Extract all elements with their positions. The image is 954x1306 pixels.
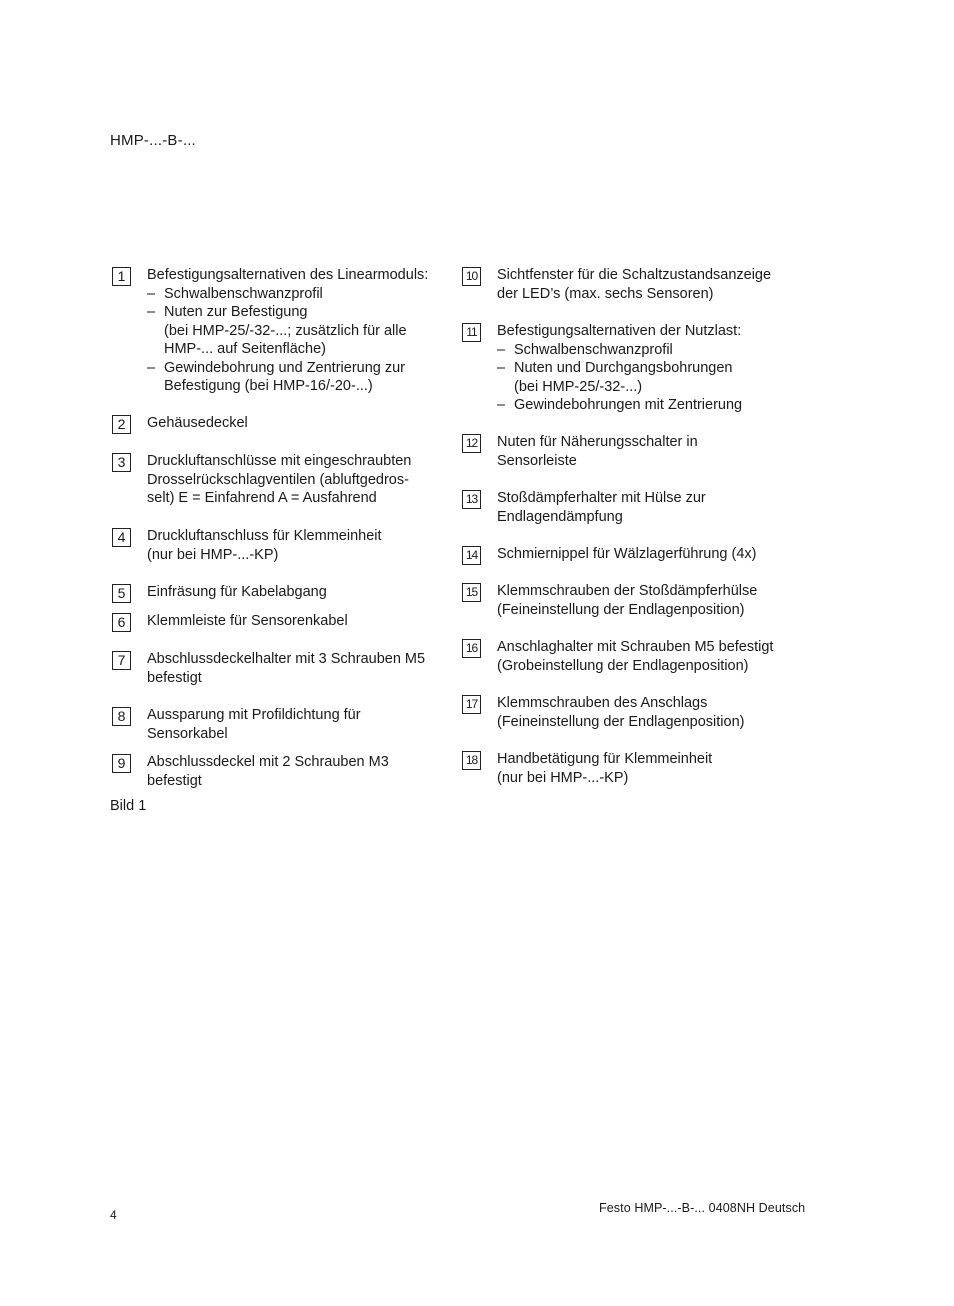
legend-item-8 [112, 706, 447, 743]
legend-line: befestigt [147, 772, 202, 789]
page-number: 4 [110, 1208, 117, 1222]
legend-subitem-line: HMP-... auf Seitenfläche) [164, 341, 326, 357]
legend-item-10 [462, 266, 807, 303]
legend-number-box: 10 [462, 267, 481, 286]
legend-line: Klemmschrauben der Stoßdämpferhülse [497, 583, 758, 599]
legend-number-box: 6 [112, 613, 131, 632]
legend-line: Abschlussdeckel mit 2 Schrauben M3 [147, 754, 389, 770]
legend-line: Gehäusedeckel [147, 415, 248, 431]
dash-bullet: – [497, 341, 506, 358]
dash-bullet: – [147, 359, 156, 376]
legend-line: Handbetätigung für Klemmeinheit [497, 751, 713, 767]
legend-item-13 [462, 489, 807, 526]
legend-line: (nur bei HMP-...-KP) [497, 769, 629, 786]
legend-item-text [497, 433, 807, 470]
legend-subitem [497, 396, 807, 415]
legend-line: Druckluftanschlüsse mit eingeschraubten [147, 453, 412, 469]
legend-line: Befestigungsalternativen der Nutzlast: [497, 323, 742, 339]
legend-line: (nur bei HMP-...-KP) [147, 546, 279, 563]
legend-item-11 [462, 322, 807, 415]
figure-caption: Bild 1 [110, 798, 147, 814]
legend-sublist [497, 341, 807, 415]
dash-bullet: – [147, 285, 156, 302]
legend-number-box: 14 [462, 546, 481, 565]
legend-line: Druckluftanschluss für Klemmeinheit [147, 528, 382, 544]
legend-subitem-line: Nuten zur Befestigung [164, 304, 308, 320]
legend-item-text [497, 750, 807, 787]
legend-item-text [497, 694, 807, 731]
legend-sublist [147, 285, 447, 396]
legend-subitem [497, 341, 807, 360]
legend-item-text [497, 638, 807, 675]
legend-item-text [497, 266, 807, 303]
legend-subitem [497, 359, 807, 396]
legend-item-7 [112, 650, 447, 687]
legend-item-text [147, 706, 447, 743]
legend-number-box: 15 [462, 583, 481, 602]
legend-line: (Feineinstellung der Endlagenposition) [497, 601, 745, 618]
legend-subitem-line: Nuten und Durchgangsbohrungen [514, 360, 733, 376]
legend-item-3 [112, 452, 447, 508]
legend-line: Schmiernippel für Wälzlagerführung (4x) [497, 546, 757, 562]
legend-number-box: 9 [112, 754, 131, 773]
legend-line: Drosselrückschlagventilen (abluftgedros- [147, 471, 409, 488]
legend-line: (Grobeinstellung der Endlagenposition) [497, 657, 749, 674]
legend-number-box: 16 [462, 639, 481, 658]
legend-line: Einfräsung für Kabelabgang [147, 584, 327, 600]
legend-subitem [147, 359, 447, 396]
legend-subitem-line: Gewindebohrungen mit Zentrierung [514, 397, 743, 413]
legend-item-17 [462, 694, 807, 731]
legend-item-text [147, 612, 447, 631]
dash-bullet: – [497, 360, 506, 376]
legend-item-16 [462, 638, 807, 675]
legend-item-1 [112, 266, 447, 396]
legend-item-15 [462, 582, 807, 619]
legend-subitem-line: Gewindebohrung und Zentrierung zur [164, 359, 406, 376]
legend-line: befestigt [147, 669, 202, 686]
legend-line: der LED’s (max. sechs Sensoren) [497, 285, 714, 302]
legend-line: Klemmleiste für Sensorenkabel [147, 613, 348, 629]
legend-item-6 [112, 612, 447, 632]
legend-item-5 [112, 583, 447, 603]
legend-item-14 [462, 545, 807, 565]
page-heading: HMP-...-B-... [110, 132, 196, 149]
legend-line: Aussparung mit Profildichtung für [147, 707, 361, 723]
legend-subitem-line: Schwalbenschwanzprofil [164, 285, 323, 302]
legend-line: Endlagendämpfung [497, 508, 623, 525]
legend-subitem-line: Schwalbenschwanzprofil [514, 341, 673, 358]
legend-number-box: 18 [462, 751, 481, 770]
legend-line: Sichtfenster für die Schaltzustandsanzeige [497, 267, 772, 283]
legend-subitem-line: (bei HMP-25/-32-...) [514, 378, 643, 395]
legend-item-text [147, 753, 447, 790]
legend-subitem [147, 285, 447, 304]
legend-item-text [147, 527, 447, 564]
legend-number-box: 2 [112, 415, 131, 434]
legend-number-box: 1 [112, 267, 131, 286]
legend-number-box: 7 [112, 651, 131, 670]
legend-number-box: 8 [112, 707, 131, 726]
legend-item-text [147, 650, 447, 687]
legend-item-text [147, 414, 447, 433]
dash-bullet: – [497, 397, 506, 413]
legend-item-text [497, 545, 807, 564]
legend-line: Befestigungsalternativen des Linearmoduls: [147, 267, 429, 283]
legend-number-box: 12 [462, 434, 481, 453]
legend-line: Klemmschrauben des Anschlags [497, 695, 708, 711]
legend-line: selt) E = Einfahrend A = Ausfahrend [147, 490, 377, 506]
legend-line: Abschlussdeckelhalter mit 3 Schrauben M5 [147, 651, 426, 667]
legend-item-18 [462, 750, 807, 787]
legend-number-box: 4 [112, 528, 131, 547]
legend-line: Nuten für Näherungsschalter in [497, 434, 698, 450]
legend-subitem [147, 303, 447, 359]
legend-item-text [147, 452, 447, 508]
legend-subitem-line: (bei HMP-25/-32-...; zusätzlich für alle [164, 322, 407, 339]
footer-text: Festo HMP-...-B-... 0408NH Deutsch [599, 1201, 806, 1215]
legend-item-text [497, 322, 807, 415]
legend-number-box: 3 [112, 453, 131, 472]
legend-line: Sensorkabel [147, 725, 228, 742]
legend-number-box: 13 [462, 490, 481, 509]
legend-item-4 [112, 527, 447, 564]
legend-number-box: 17 [462, 695, 481, 714]
legend-item-text [147, 583, 447, 602]
legend-number-box: 5 [112, 584, 131, 603]
dash-bullet: – [147, 304, 156, 320]
legend-subitem-line: Befestigung (bei HMP-16/-20-...) [164, 378, 373, 394]
legend-line: Sensorleiste [497, 452, 577, 469]
legend-item-2 [112, 414, 447, 434]
legend-item-text [497, 582, 807, 619]
legend-item-text [147, 266, 447, 396]
legend-item-12 [462, 433, 807, 470]
legend-number-box: 11 [462, 323, 481, 342]
legend-line: (Feineinstellung der Endlagenposition) [497, 713, 745, 730]
legend-item-text [497, 489, 807, 526]
legend-line: Stoßdämpferhalter mit Hülse zur [497, 490, 706, 506]
legend-item-9 [112, 753, 447, 790]
legend-line: Anschlaghalter mit Schrauben M5 befestigt [497, 639, 774, 655]
